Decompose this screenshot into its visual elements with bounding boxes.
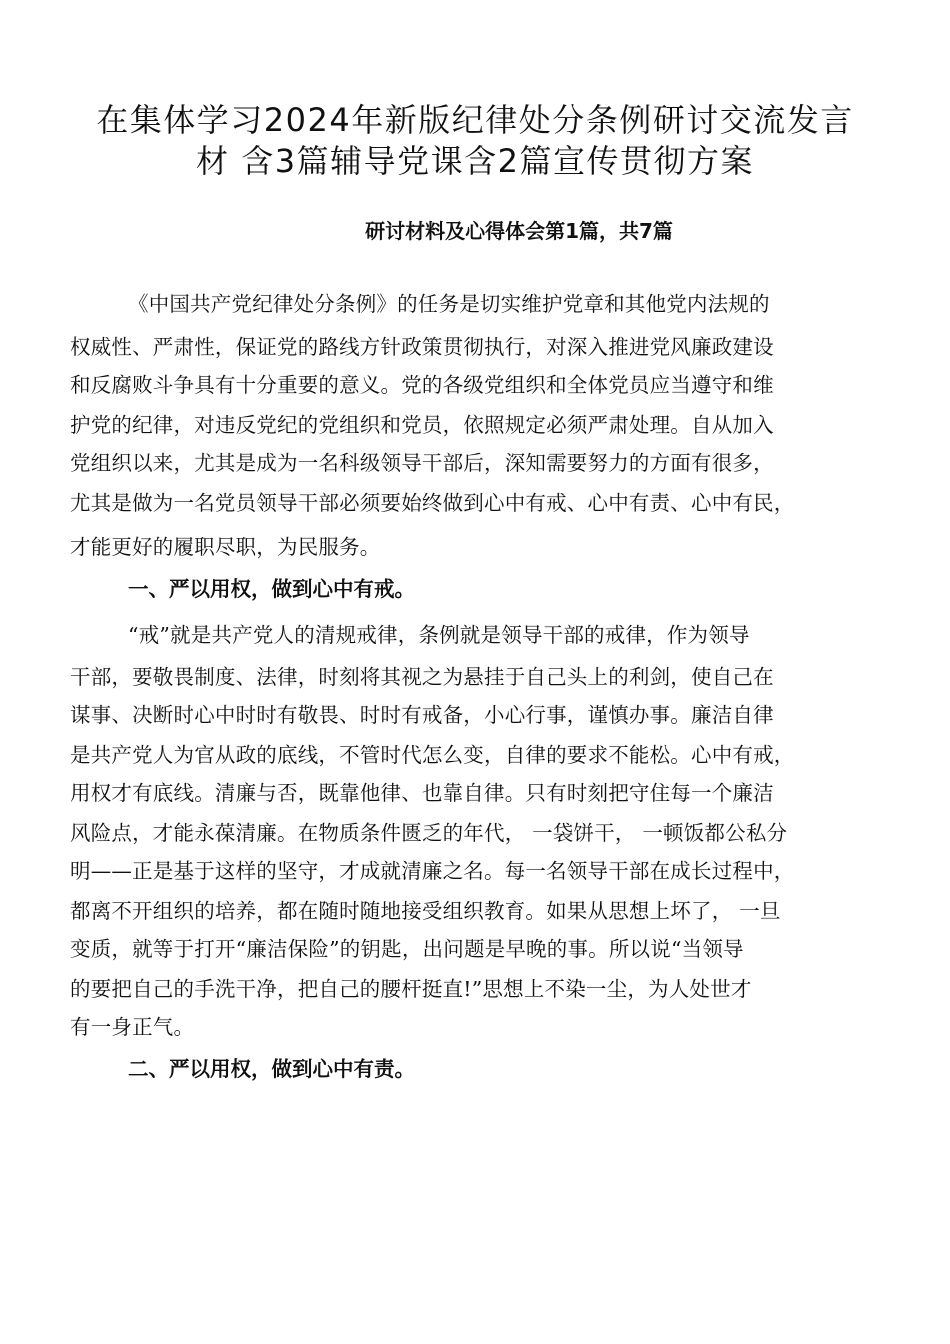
paragraph-1-line: 护党的纪律，对违反党纪的党组织和党员，依照规定必须严肃处理。自从加入 <box>70 413 774 437</box>
paragraph-1-line: 尤其是做为一名党员领导干部必须要始终做到心中有戒、心中有责、心中有民， <box>70 491 795 515</box>
paragraph-2-line: 的要把自己的手洗干净，把自己的腰杆挺直!”思想上不染一尘，为人处世才 <box>70 977 752 1001</box>
paragraph-2-line: “戒”就是共产党人的清规戒律，条例就是领导干部的戒律，作为领导 <box>128 623 750 647</box>
paragraph-1-line: 《中国共产党纪律处分条例》的任务是切实维护党章和其他党内法规的 <box>128 292 770 316</box>
paragraph-2-line: 都离不开组织的培养，都在随时随地接受组织教育。如果从思想上坏了， 一旦 <box>70 899 781 923</box>
paragraph-2-line: 用权才有底线。清廉与否，既靠他律、也靠自律。只有时刻把守住每一个廉洁 <box>70 781 774 805</box>
paragraph-2-line: 是共产党人为官从政的底线，不管时代怎么变，自律的要求不能松。心中有戒， <box>70 743 795 767</box>
paragraph-2-line: 明——正是基于这样的坚守，才成就清廉之名。每一名领导干部在成长过程中， <box>70 859 795 883</box>
paragraph-1-line: 和反腐败斗争具有十分重要的意义。党的各级党组织和全体党员应当遵守和维 <box>70 373 774 397</box>
document-title-line-2: 材 含3篇辅导党课含2篇宣传贯彻方案 <box>196 142 754 180</box>
paragraph-2-line: 谋事、决断时心中时时有敬畏、时时有戒备，小心行事，谨慎办事。廉洁自律 <box>70 703 774 727</box>
paragraph-2-line: 干部，要敬畏制度、法律，时刻将其视之为悬挂于自己头上的利剑，使自己在 <box>70 665 774 689</box>
document-title-line-1: 在集体学习2024年新版纪律处分条例研讨交流发言 <box>96 101 854 139</box>
section-heading-1: 一、严以用权，做到心中有戒。 <box>128 577 415 601</box>
paragraph-1-line: 党组织以来，尤其是成为一名科级领导干部后，深知需要努力的方面有很多， <box>70 451 774 475</box>
section-subtitle: 研讨材料及心得体会第1篇，共7篇 <box>365 219 673 243</box>
paragraph-1-line: 才能更好的履职尽职，为民服务。 <box>70 535 381 559</box>
section-heading-2: 二、严以用权，做到心中有责。 <box>128 1057 415 1081</box>
paragraph-2-line: 变质，就等于打开“廉洁保险”的钥匙，出问题是早晚的事。所以说“当领导 <box>70 937 744 961</box>
paragraph-2-line: 风险点，才能永葆清廉。在物质条件匮乏的年代， 一袋饼干， 一顿饭都公私分 <box>70 821 788 845</box>
paragraph-2-line: 有一身正气。 <box>70 1015 195 1039</box>
paragraph-1-line: 权威性、严肃性，保证党的路线方针政策贯彻执行，对深入推进党风廉政建设 <box>70 335 774 359</box>
